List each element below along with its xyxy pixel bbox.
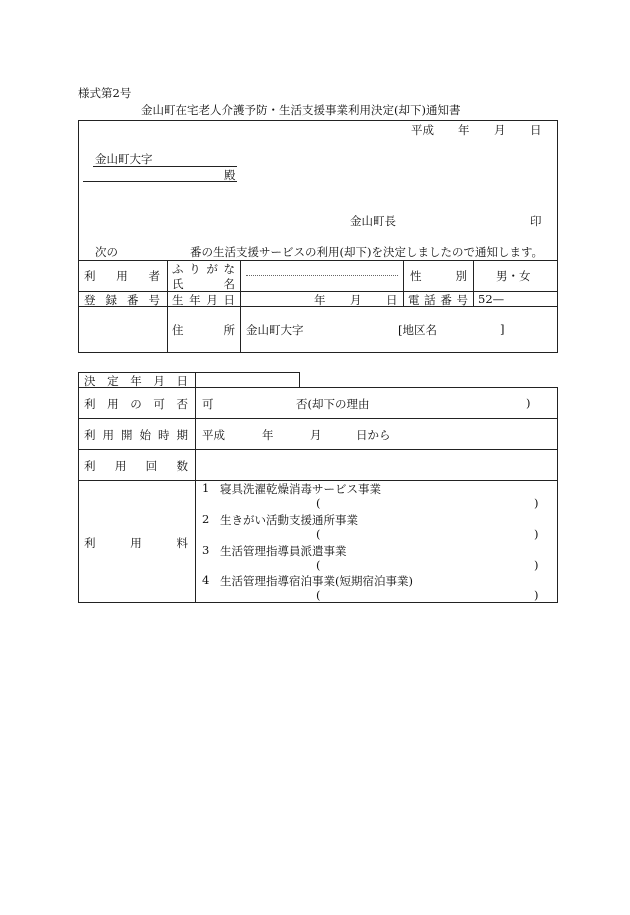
start-day: 日から xyxy=(356,428,391,442)
registration-label: 登 録 番 号 xyxy=(84,293,160,307)
mayor-label: 金山町長 xyxy=(350,214,396,228)
service-3-paren-close: ) xyxy=(534,558,539,572)
form-number: 様式第2号 xyxy=(78,86,132,100)
start-month: 月 xyxy=(310,428,322,442)
start-year: 年 xyxy=(262,428,274,442)
start-label: 利 用 開 始 時 期 xyxy=(84,428,188,442)
service-1-number: 1 xyxy=(202,481,210,495)
service-3-name: 生活管理指導員派遣事業 xyxy=(220,544,347,558)
phone-label: 電 話 番 号 xyxy=(408,293,468,307)
approval-close: ) xyxy=(526,396,531,410)
service-1-paren-close: ) xyxy=(534,496,539,510)
addressee-prefix: 金山町大字 xyxy=(95,152,153,166)
address-value: 金山町大字 xyxy=(246,323,304,337)
birth-day: 日 xyxy=(386,293,398,307)
service-4-name: 生活管理指導宿泊事業(短期宿泊事業) xyxy=(220,574,413,588)
birth-month: 月 xyxy=(350,293,362,307)
service-4-number: 4 xyxy=(202,573,210,587)
service-3-number: 3 xyxy=(202,543,210,557)
seal-mark: 印 xyxy=(530,214,542,228)
count-label: 利 用 回 数 xyxy=(84,459,188,473)
service-3-paren-open: ( xyxy=(316,558,321,572)
gender-label: 性 別 xyxy=(410,269,467,283)
date-month: 月 xyxy=(494,123,506,137)
addressee-underline-2 xyxy=(83,181,237,182)
district-open: [地区名 xyxy=(398,323,437,337)
fee-label: 利 用 料 xyxy=(84,536,188,550)
approval-label: 利 用 の 可 否 xyxy=(84,397,188,411)
date-year: 年 xyxy=(458,123,470,137)
service-2-number: 2 xyxy=(202,512,210,526)
service-4-paren-open: ( xyxy=(316,588,321,602)
start-era: 平成 xyxy=(202,428,225,442)
date-era: 平成 xyxy=(411,123,434,137)
approval-yes: 可 xyxy=(202,397,214,411)
document-title: 金山町在宅老人介護予防・生活支援事業利用決定(却下)通知書 xyxy=(141,103,461,117)
phone-value: 52— xyxy=(478,292,505,306)
decision-date-label: 決 定 年 月 日 xyxy=(84,374,188,388)
notice-body: 番の生活支援サービスの利用(却下)を決定しましたので通知します。 xyxy=(190,245,544,259)
service-1-paren-open: ( xyxy=(316,496,321,510)
address-label: 住 所 xyxy=(172,323,235,337)
district-close: ] xyxy=(500,322,505,336)
date-day: 日 xyxy=(530,123,542,137)
service-1-name: 寝具洗濯乾燥消毒サービス事業 xyxy=(220,482,381,496)
birth-year: 年 xyxy=(314,293,326,307)
service-2-paren-open: ( xyxy=(316,527,321,541)
name-label: 氏 名 xyxy=(172,277,235,291)
birthdate-label: 生 年 月 日 xyxy=(172,293,235,307)
approval-no: 否(却下の理由 xyxy=(296,397,370,411)
furigana-label: ふ り が な xyxy=(172,262,235,276)
service-4-paren-close: ) xyxy=(534,588,539,602)
service-2-name: 生きがい活動支援通所事業 xyxy=(220,513,358,527)
applicant-user-label: 利 用 者 xyxy=(84,269,160,283)
honorific: 殿 xyxy=(224,168,236,182)
service-2-paren-close: ) xyxy=(534,527,539,541)
notice-prefix: 次の xyxy=(95,245,118,259)
gender-value: 男・女 xyxy=(496,269,531,283)
addressee-underline-1 xyxy=(93,166,237,167)
